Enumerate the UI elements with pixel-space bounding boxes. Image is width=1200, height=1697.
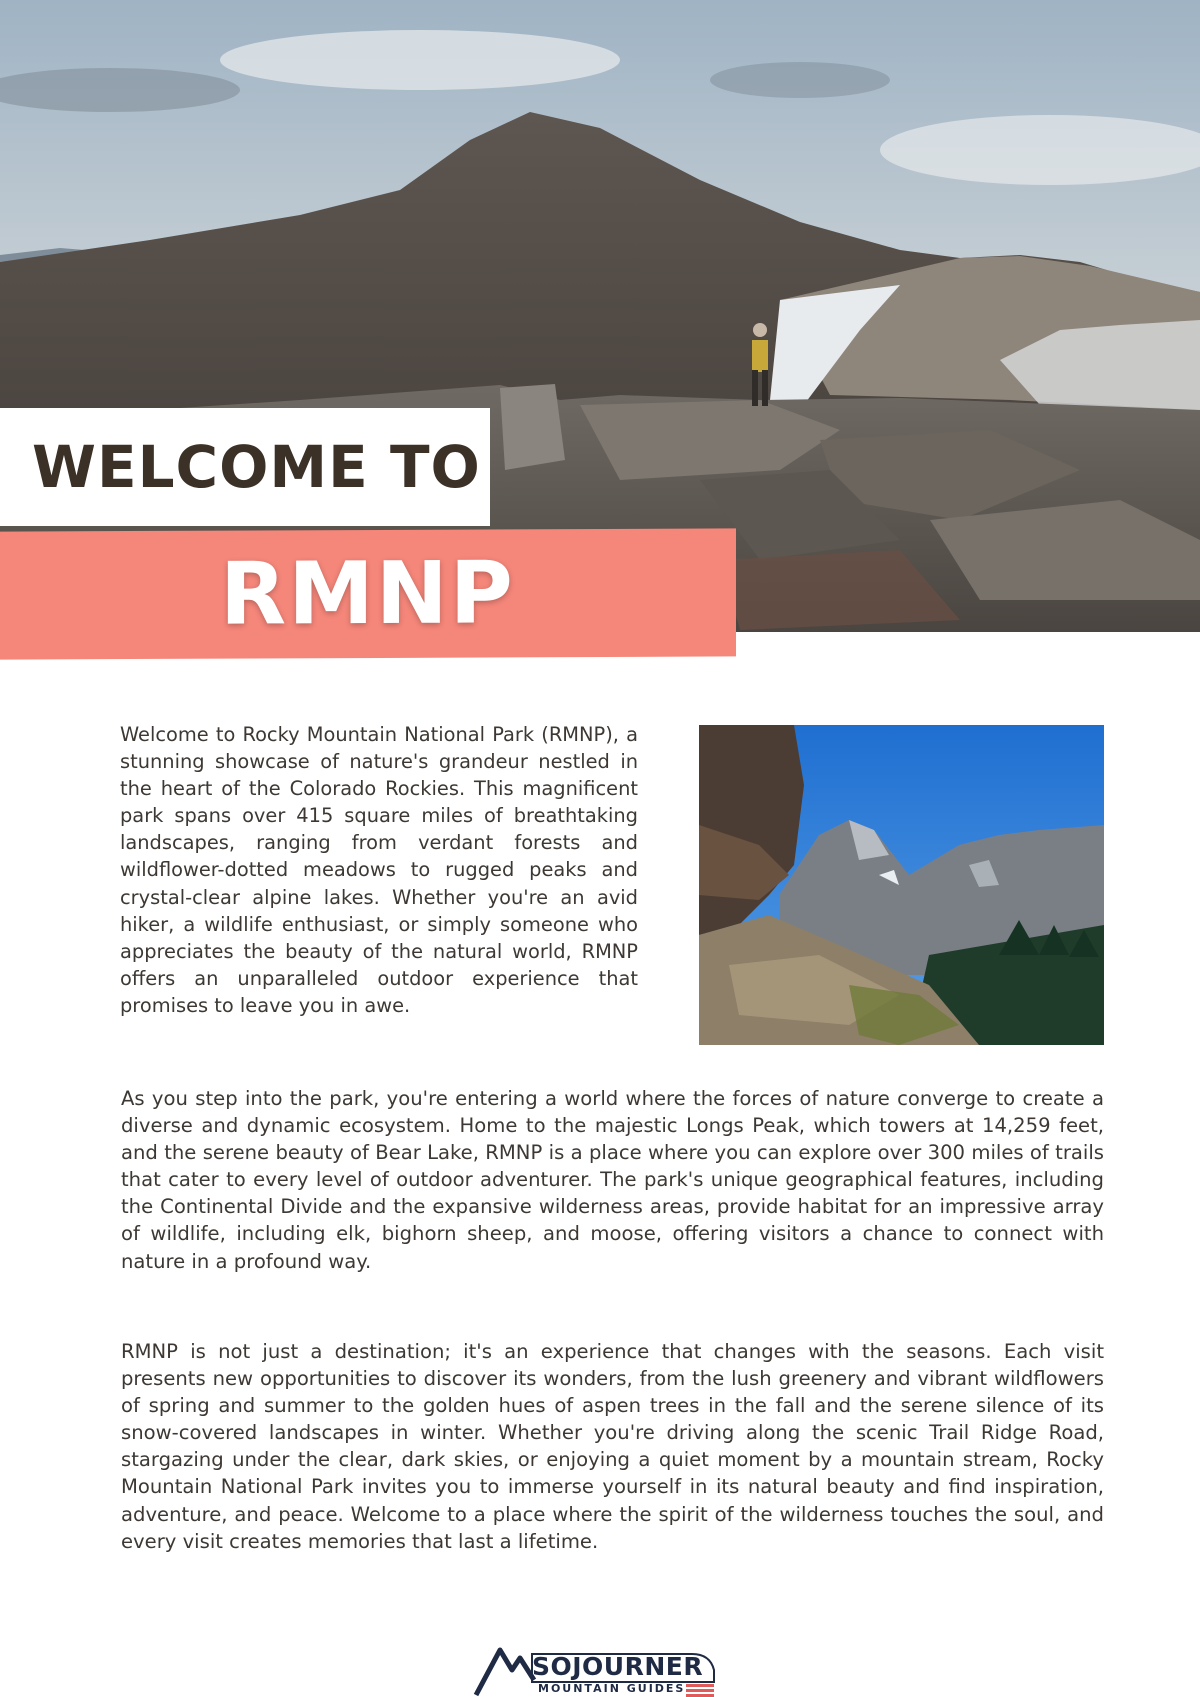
alpine-trail-illustration — [699, 725, 1104, 1045]
rmnp-title-band — [0, 528, 736, 659]
rmnp-heading: RMNP — [220, 543, 515, 645]
welcome-title-box — [0, 408, 490, 526]
intro-paragraph: Welcome to Rocky Mountain National Park (RMNP), a stunning showcase of nature's grandeur nestled in the heart of the Colorado Rockies. This magnificent park spans over 415 square miles of breathtaking landscapes, ranging from verdant forests and wildflower-dotted meadows to rugged peaks and crystal-clear alpine lakes. Whether you're an avid hiker, a wildlife enthusiast, or simply someone who appreciates the beauty of the natural world, RMNP offers an unparalleled outdoor experience that promises to leave you in awe. — [120, 723, 638, 1017]
logo-tagline: MOUNTAIN GUIDES — [538, 1682, 686, 1695]
seasons-paragraph: RMNP is not just a destination; it's an experience that changes with the seasons. Each visit presents new opportunities to discover its wonders, from the lush greenery and vibrant wildflowers of spring and summer to the golden hues of aspen trees in the fall and the serene silence of its snow-covered landscapes in winter. Whether you're driving along the scenic Trail Ridge Road, stargazing under the clear, dark skies, or enjoying a quiet moment by a mountain stream, Rocky Mountain National Park invites you to immerse yourself in its natural beauty and find inspiration, adventure, and peace. Welcome to a place where the spirit of the wilderness touches the soul, and every visit creates memories that last a lifetime. — [121, 1340, 1104, 1553]
ecosystem-paragraph: As you step into the park, you're entering a world where the forces of nature converge to create a diverse and dynamic ecosystem. Home to the majestic Longs Peak, which towers at 14,259 feet, and the serene beauty of Bear Lake, RMNP is a place where you can explore over 300 miles of trails that cater to every level of outdoor adventurer. The park's unique geographical features, including the Continental Divide and the expansive wilderness areas, provide habitat for an impressive array of wildlife, including elk, bighorn sheep, and moose, offering visitors a chance to connect with nature in a profound way. — [121, 1087, 1104, 1273]
welcome-heading: WELCOME TO — [32, 433, 481, 501]
trail-photo — [699, 725, 1104, 1045]
sojourner-logo — [472, 1640, 736, 1697]
logo-name: SOJOURNER — [532, 1652, 704, 1681]
